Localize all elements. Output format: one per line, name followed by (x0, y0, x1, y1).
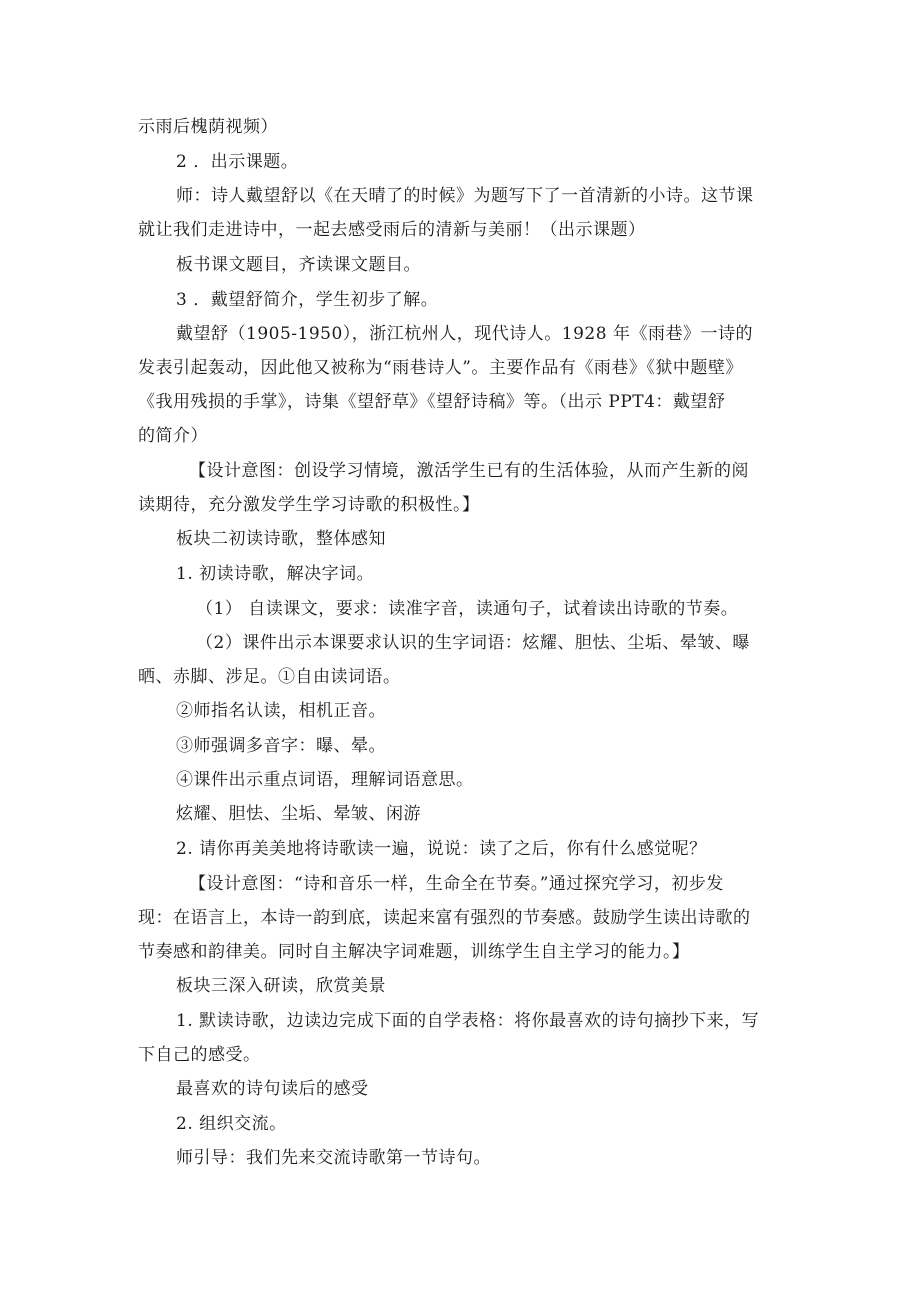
text-line: 下自己的感受。 (138, 1045, 261, 1065)
text-line: 的简介） (138, 426, 208, 446)
text-line: （2）课件出示本课要求认识的生字词语：炫耀、胆怯、尘垢、晕皱、曝 (196, 633, 750, 653)
design-intent-line: 节奏感和韵律美。同时自主解决字词难题，训练学生自主学习的能力。】 (138, 942, 690, 962)
text-line: 板书课文题目，齐读课文题目。 (176, 255, 421, 275)
text-line: （1） 自读课文，要求：读准字音，读通句子，试着读出诗歌的节奏。 (196, 599, 739, 619)
design-intent-line: 读期待，充分激发学生学习诗歌的积极性。】 (138, 495, 480, 515)
section-heading: 板块二初读诗歌，整体感知 (176, 529, 386, 549)
text-line: 《我用残损的手掌》，诗集《望舒草》《望舒诗稿》等。（出示 PPT4：戴望舒 (138, 392, 726, 412)
text-line: 3 ．戴望舒简介，学生初步了解。 (176, 290, 439, 310)
text-line: 就让我们走进诗中，一起去感受雨后的清新与美丽！（出示课题） (138, 220, 646, 240)
text-line: 2. 组织交流。 (176, 1114, 287, 1134)
text-line: 师引导：我们先来交流诗歌第一节诗句。 (176, 1148, 491, 1168)
design-intent-line: 【设计意图：“诗和音乐一样，生命全在节奏。”通过探究学习，初步发 (189, 874, 724, 894)
text-line: 炫耀、胆怯、尘垢、晕皱、闲游 (176, 804, 421, 824)
design-intent-line: 【设计意图：创设学习情境，激活学生已有的生活体验，从而产生新的阅 (189, 461, 749, 481)
text-line: 2 ．出示课题。 (176, 152, 299, 172)
text-line: ③师强调多音字：曝、晕。 (176, 736, 386, 756)
text-line: 晒、赤脚、涉足。①自由读词语。 (138, 667, 401, 687)
text-line: 2. 请你再美美地将诗歌读一遍，说说：读了之后，你有什么感觉呢？ (176, 839, 707, 859)
text-line: 戴望舒（1905-1950），浙江杭州人，现代诗人。1928 年《雨巷》一诗的 (176, 324, 753, 344)
text-line: ④课件出示重点词语，理解词语意思。 (176, 770, 474, 790)
text-line: 1. 初读诗歌，解决字词。 (176, 564, 375, 584)
text-line: 师：诗人戴望舒以《在天晴了的时候》为题写下了一首清新的小诗。这节课 (176, 186, 754, 206)
text-line: 最喜欢的诗句读后的感受 (176, 1079, 369, 1099)
text-line: 发表引起轰动，因此他又被称为“雨巷诗人”。主要作品有《雨巷》《狱中题壁》 (138, 358, 743, 378)
section-heading: 板块三深入研读，欣赏美景 (176, 976, 386, 996)
text-line: 1. 默读诗歌，边读边完成下面的自学表格：将你最喜欢的诗句摘抄下来，写 (176, 1011, 760, 1031)
text-line: 示雨后槐荫视频） (138, 117, 278, 137)
design-intent-line: 现：在语言上，本诗一韵到底，读起来富有强烈的节奏感。鼓励学生读出诗歌的 (138, 908, 751, 928)
text-line: ②师指名认读，相机正音。 (176, 701, 386, 721)
